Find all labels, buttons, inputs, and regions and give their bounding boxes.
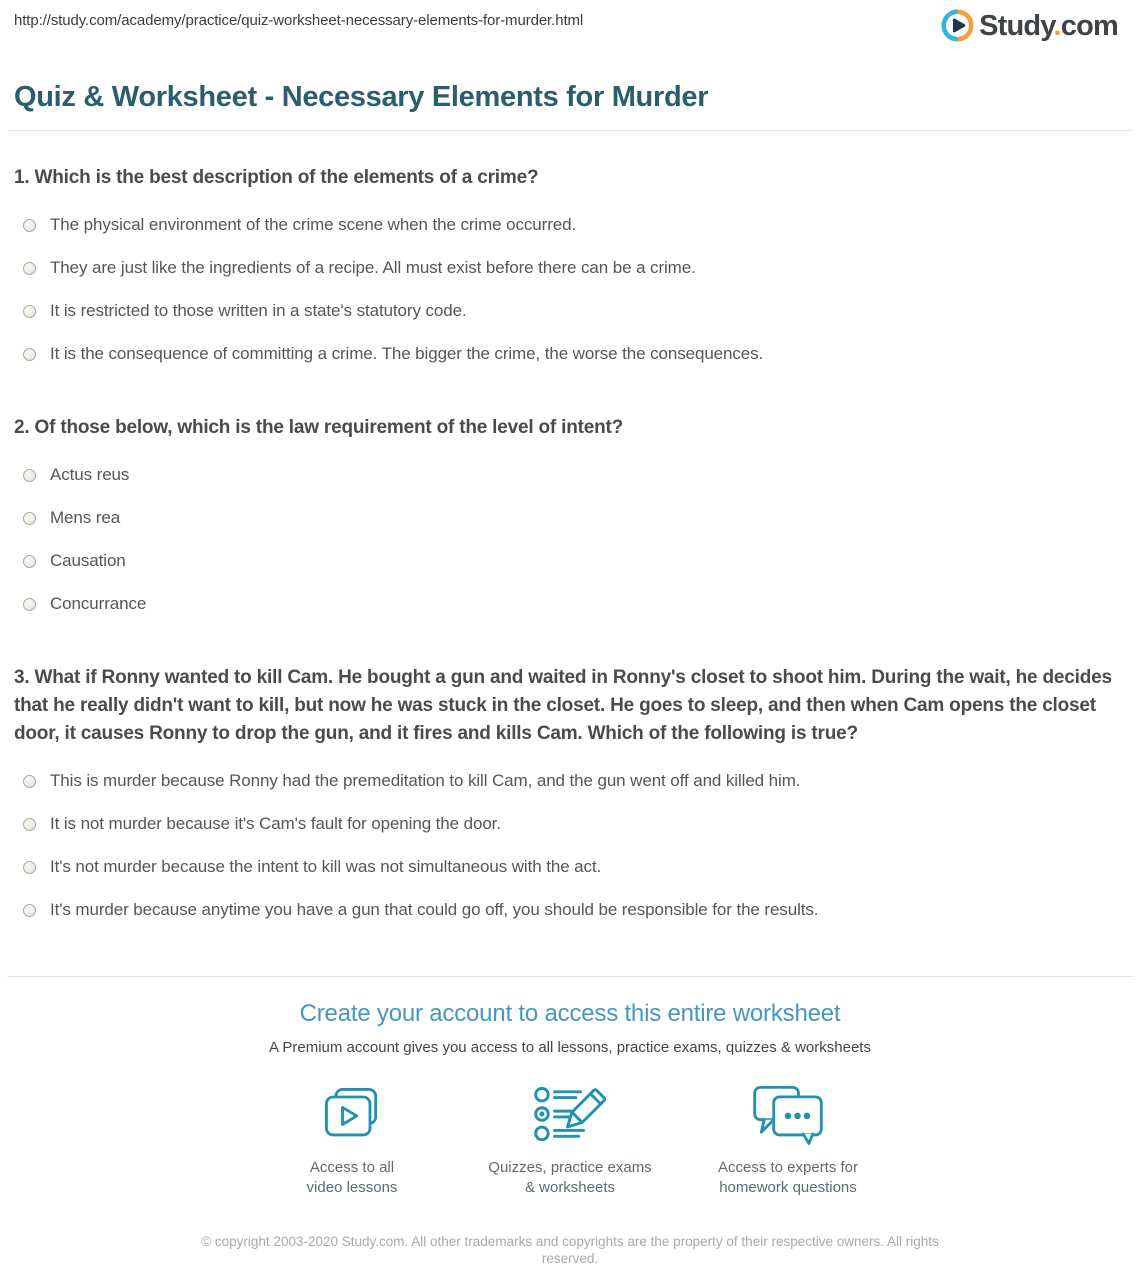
question-2-number: 2. — [14, 417, 30, 438]
question-2-option-4[interactable] — [14, 594, 1124, 614]
experts-chat-icon — [749, 1085, 827, 1145]
radio-button[interactable] — [23, 262, 36, 275]
option-label[interactable]: It is restricted to those written in a state's statutory code. — [50, 301, 467, 320]
video-lessons-icon — [316, 1085, 388, 1145]
radio-button[interactable] — [23, 555, 36, 568]
radio-button[interactable] — [23, 818, 36, 831]
feature-quizzes-worksheets — [461, 1085, 679, 1198]
question-1-option-2[interactable] — [14, 258, 1124, 278]
feature-label: Access to all video lessons — [306, 1159, 398, 1196]
question-1-option-3[interactable] — [14, 301, 1124, 321]
cta-subtitle: A Premium account gives you access to all lessons, practice exams, quizzes & worksheets — [269, 1039, 871, 1056]
title-divider — [7, 130, 1133, 131]
radio-button[interactable] — [23, 598, 36, 611]
option-label[interactable]: It is the consequence of committing a crime. The bigger the crime, the worse the consequences. — [50, 344, 764, 363]
option-label[interactable]: Actus reus — [50, 465, 130, 484]
option-label[interactable]: They are just like the ingredients of a recipe. All must exist before there can be a crime. — [50, 258, 696, 277]
radio-button[interactable] — [23, 348, 36, 361]
play-circle-icon — [941, 9, 974, 42]
page-url: http://study.com/academy/practice/quiz-worksheet-necessary-elements-for-murder.html — [14, 12, 584, 29]
question-2-option-1[interactable] — [14, 465, 1124, 485]
create-account-section — [0, 1000, 1140, 1198]
quizzes-worksheets-icon — [531, 1085, 609, 1145]
radio-button[interactable] — [23, 219, 36, 232]
option-label[interactable]: Causation — [50, 551, 126, 570]
option-label[interactable]: The physical environment of the crime scene when the crime occurred. — [50, 215, 577, 234]
question-2 — [0, 414, 1140, 614]
studycom-logo[interactable] — [941, 9, 1118, 42]
question-2-text: Of those below, which is the law requirement of the level of intent? — [34, 417, 624, 438]
question-1-option-1[interactable] — [14, 215, 1124, 235]
feature-list — [0, 1085, 1140, 1198]
option-label[interactable]: Mens rea — [50, 508, 121, 527]
question-1 — [0, 164, 1140, 364]
radio-button[interactable] — [23, 861, 36, 874]
question-1-number: 1. — [14, 167, 30, 188]
question-1-option-4[interactable] — [14, 344, 1124, 364]
feature-label: Access to experts for homework questions — [717, 1159, 859, 1196]
question-3 — [0, 664, 1140, 920]
copyright-notice: © copyright 2003-2020 Study.com. All other trademarks and copyrights are the property of their respective owners. All rights reserved. — [201, 1234, 939, 1266]
feature-video-lessons — [243, 1085, 461, 1198]
question-1-heading — [14, 164, 1124, 192]
radio-button[interactable] — [23, 775, 36, 788]
radio-button[interactable] — [23, 904, 36, 917]
question-3-option-3[interactable] — [14, 857, 1124, 877]
top-bar — [0, 0, 1140, 42]
question-3-option-2[interactable] — [14, 814, 1124, 834]
page-title: Quiz & Worksheet - Necessary Elements for Murder — [14, 81, 709, 113]
feature-experts — [679, 1085, 897, 1198]
radio-button[interactable] — [23, 512, 36, 525]
feature-label: Quizzes, practice exams & worksheets — [488, 1159, 652, 1196]
cta-title: Create your account to access this entire worksheet — [299, 1000, 841, 1027]
question-1-text: Which is the best description of the elements of a crime? — [34, 167, 539, 188]
option-label[interactable]: It's murder because anytime you have a gun that could go off, you should be responsible for the results. — [50, 900, 819, 919]
radio-button[interactable] — [23, 305, 36, 318]
option-label[interactable]: It's not murder because the intent to kill was not simultaneous with the act. — [50, 857, 602, 876]
option-label[interactable]: Concurrance — [50, 594, 147, 613]
question-3-option-4[interactable] — [14, 900, 1124, 920]
cta-divider — [7, 976, 1133, 977]
logo-wordmark: Study.com — [979, 9, 1118, 42]
question-3-number: 3. — [14, 667, 30, 688]
question-3-heading — [14, 664, 1124, 748]
option-label[interactable]: This is murder because Ronny had the premeditation to kill Cam, and the gun went off and killed him. — [50, 771, 801, 790]
radio-button[interactable] — [23, 469, 36, 482]
option-label[interactable]: It is not murder because it's Cam's fault for opening the door. — [50, 814, 501, 833]
question-2-option-2[interactable] — [14, 508, 1124, 528]
question-3-option-1[interactable] — [14, 771, 1124, 791]
question-2-option-3[interactable] — [14, 551, 1124, 571]
question-2-heading — [14, 414, 1124, 442]
question-3-text: What if Ronny wanted to kill Cam. He bought a gun and waited in Ronny's closet to shoot him. During the wait, he decides that he really didn't want to kill, but now he was stuck in the closet. He goes to sleep, and then when Cam opens the closet door, it causes Ronny to drop the gun, and it fires and kills Cam. Which of the following is true? — [14, 667, 1112, 744]
